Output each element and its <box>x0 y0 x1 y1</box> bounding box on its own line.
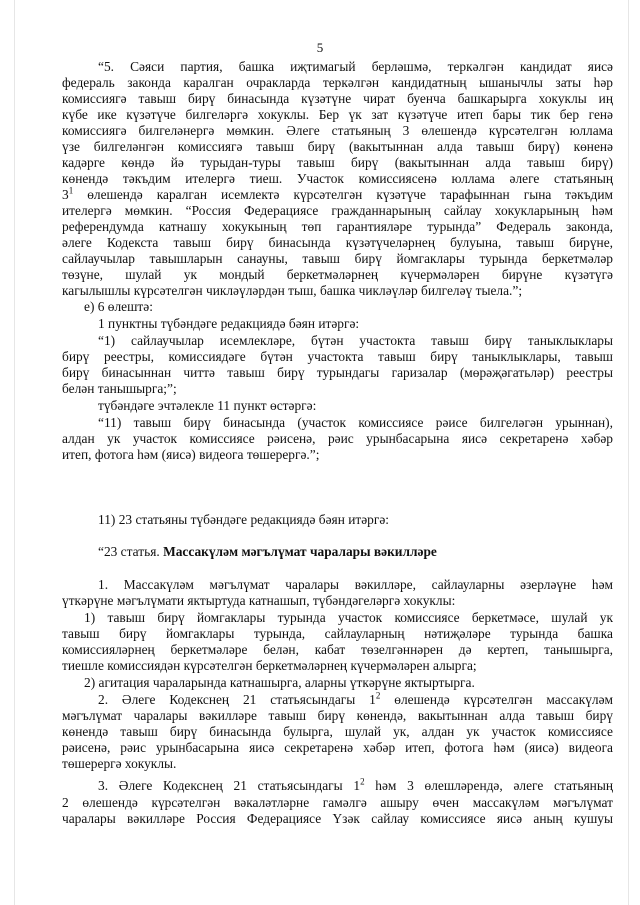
text-line: мәгълүмат чаралары вәкилләре тавыш бирү көнендә, вакытыннан алда тавыш бирү <box>62 708 613 723</box>
text-line: комиссиягә билгеләнергә мөмкин. Әлеге статьяның 3 өлешендә күрсәтелгән юллама <box>62 123 613 138</box>
text-line: “11) тавыш бирү бинасында (участок комиссиясе рәисе билгеләгән урыннан), <box>98 415 613 430</box>
text-run: өлешендә күрсәтелгән массакүләм <box>380 692 613 707</box>
text-run: өлешендә каралган исемлектә күрсәтелгән күзәтүче тарафыннан гына тәкъдим <box>73 187 613 202</box>
scan-edge-left <box>14 0 15 905</box>
text-line: үткәрүне мәгълүмати яктыртуда катнашып, түбәндәгеләргә хокуклы: <box>62 593 456 608</box>
text-line: сайлаучылар тавышларын санауны, тавыш бирү йомгаклары турында беркетмәләр <box>62 251 613 266</box>
text-line: 2) агитация чараларында катнашырга, аларны үткәрүне яктыртырга. <box>84 675 475 690</box>
text-line: федераль законда каралган очракларда теркәлгән кандидатның ышанычлы заты һәр <box>62 75 613 90</box>
text-run: 3. Әлеге Кодекснең 21 статьясындагы 1 <box>98 778 361 793</box>
text-line: төзүне, шулай ук мондый беркетмәләрнең күчермәләрен бирүне күзәтүгә <box>62 267 613 282</box>
text-line: түбәндәге эчтәлекле 11 пункт өстәргә: <box>98 398 317 413</box>
text-line: тиешле комиссиядән күрсәтелгән беркетмәләрнең күчермәләрен алырга; <box>62 658 477 673</box>
text-run: 3 <box>62 187 69 202</box>
text-line: рәисенә, рәис урынбасарына яисә секретаренә хәбәр итеп, фотога һәм (яисә) видеога <box>62 740 613 755</box>
text-line: кадәрге көндә йә турыдан-туры тавыш бирү (вакытыннан алда тавыш бирү) <box>62 155 613 170</box>
page-number: 5 <box>316 40 324 55</box>
text-line: төшерергә хокуклы. <box>62 756 177 771</box>
text-run: һәм 3 өлешләрендә, әлеге статьяның <box>364 778 613 793</box>
text-line <box>62 187 613 203</box>
text-line: көнендә тавыш бирү бинасында булырга, шулай ук, алдан ук участок комиссиясе <box>62 724 613 739</box>
text-line: бирү реестры, комиссиядәге бүтән участокта тавыш бирү таныклыклары, тавыш <box>62 349 613 364</box>
superscript: 1 <box>68 185 74 196</box>
text-run: 2. Әлеге Кодекснең 21 статьясындагы 1 <box>98 692 376 707</box>
text-line: кагылышлы күрсәтелгән чикләүләрдән тыш, башка чикләүләр билгеләү тыела.”; <box>62 283 523 298</box>
text-line: 1 пунктны түбәндәге редакциядә бәян итәргә: <box>98 316 360 331</box>
article-heading <box>62 544 640 560</box>
text-line: күбе ике күзәтүче билгеләргә хокуклы. Бер үк зат күзәтүче итеп бары тик бер генә <box>62 107 613 122</box>
text-line: әлеге Кодекста тавыш бирү бинасында күзәтүчеләрнең булуына, тавыш бирүне, <box>62 235 613 250</box>
text-line: тавыш бирү йомгаклары турында, сайлауларның нәтиҗәләре турында башка <box>62 626 613 641</box>
text-line: комиссияләрнең беркетмәләре белән, кабат төзелгәннәрен дә кертеп, танышырга, <box>62 642 613 657</box>
text-line: көнендә тәкъдим ителергә тиеш. Участок комиссиясенә юллама әлеге статьяның <box>62 171 613 186</box>
text-line: “5. Сәяси партия, башка иҗтимагый берләшмә, теркәлгән кандидат яисә <box>98 59 613 74</box>
superscript: 2 <box>360 776 365 787</box>
text-line: референдумда катнашу хокукының төп гарантияләре турында” Федераль законда, <box>62 219 613 234</box>
text-line: итеп, фотога һәм (яисә) видеога төшерергә.”; <box>62 447 320 462</box>
text-line <box>62 778 613 794</box>
text-line: “1) сайлаучылар исемлекләре, бүтән участокта тавыш бирү таныклыклары <box>98 333 613 348</box>
text-line: 11) 23 статьяны түбәндәге редакциядә бәян итәргә: <box>98 512 390 527</box>
text-line: бирү бинасыннан читтә тавыш бирү турындагы гаризалар (мөрәҗәгатьләр) реестры <box>62 365 613 380</box>
text-line: чаралары вәкилләре Россия Федерациясе Үзәк сайлау комиссиясе яисә аның кушуы <box>62 811 613 826</box>
text-line: 1) тавыш бирү йомгаклары турында участок комиссиясе беркетмәсе, шулай ук <box>84 610 613 625</box>
article-heading-prefix: “23 статья. <box>98 544 164 559</box>
text-line: 1. Массакүләм мәгълүмат чаралары вәкилләре, сайлауларны әзерләүне һәм <box>98 577 613 592</box>
text-line <box>62 692 613 708</box>
superscript: 2 <box>375 690 381 701</box>
scan-edge-right <box>628 0 629 905</box>
text-line: үзе билгеләнгән комиссиягә тавыш бирү (вакытыннан алда тавыш бирү) көненә <box>62 139 613 154</box>
text-line: 2 өлешендә күрсәтелгән вәкаләтләрне гамәлгә ашыру өчен массакүләм мәгълүмат <box>62 795 613 810</box>
article-heading-title: Массакүләм мәгълүмат чаралары вәкилләре <box>163 544 437 559</box>
text-line: комиссиягә тавыш бирү бинасында күзәтүне чират буенча башкарырга хокуклы иң <box>62 91 613 106</box>
list-item-label: е) 6 өлештә: <box>84 299 153 314</box>
text-line: белән танышырга;”; <box>62 381 177 396</box>
text-line: алдан ук участок комиссиясе рәисенә, рәис урынбасарына яисә секретаренә хәбәр <box>62 431 613 446</box>
text-line: ителергә мөмкин. “Россия Федерациясе гражданнарының сайлау хокукларының һәм <box>62 203 613 218</box>
